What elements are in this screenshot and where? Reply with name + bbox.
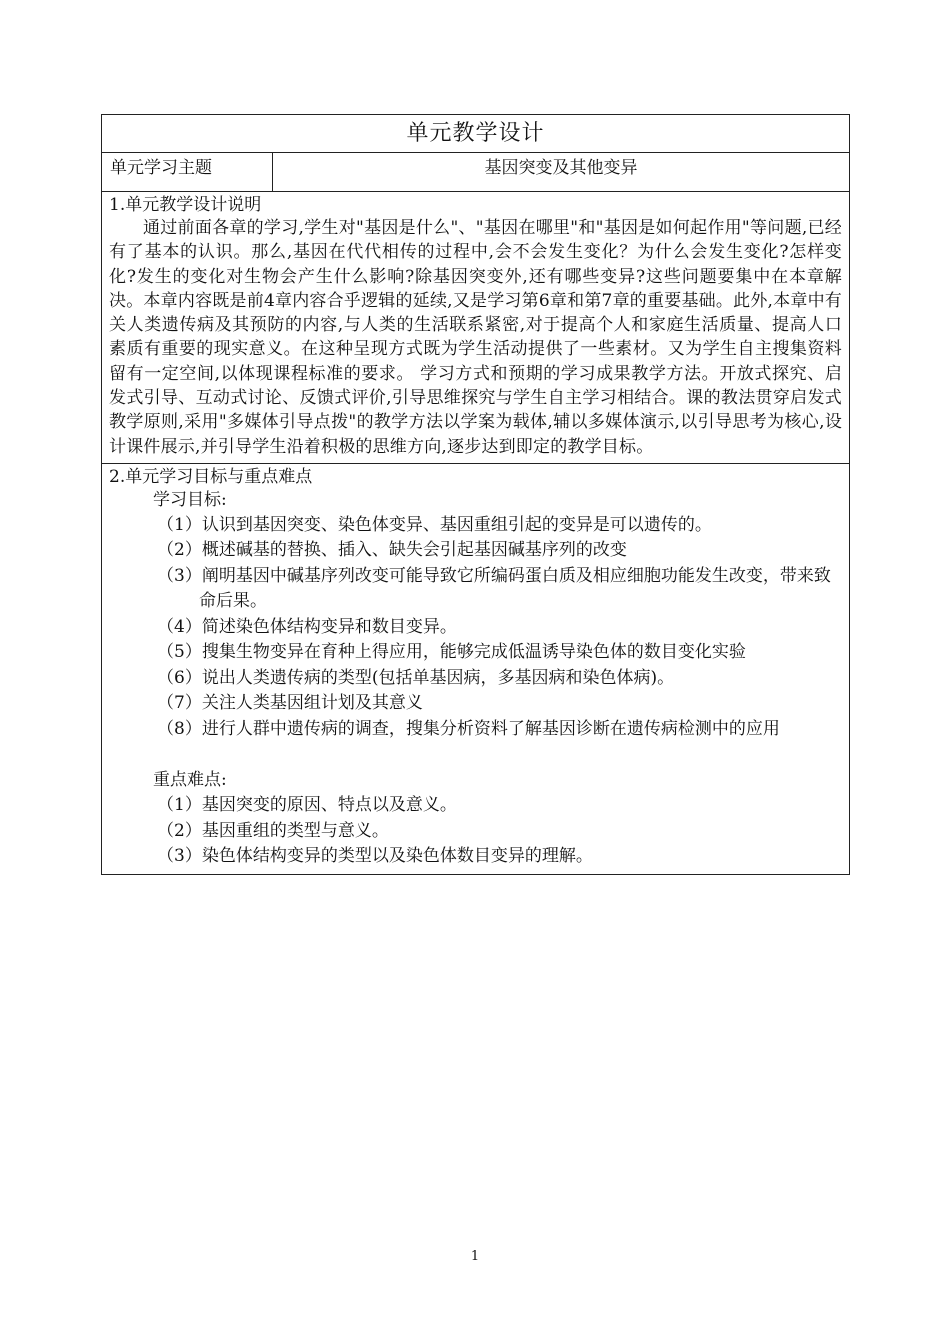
list-item: （4）简述染色体结构变异和数目变异。 (157, 616, 457, 637)
list-item: （5）搜集生物变异在育种上得应用，能够完成低温诱导染色体的数目变化实验 (157, 642, 746, 663)
section2-heading: 2.单元学习目标与重点难点 (109, 466, 313, 487)
topic-value: 基因突变及其他变异 (273, 153, 850, 192)
key-points-heading: 重点难点: (153, 770, 227, 791)
list-item: （2）概述碱基的替换、插入、缺失会引起基因碱基序列的改变 (157, 540, 627, 561)
blank-line (109, 742, 842, 768)
topic-label: 单元学习主题 (102, 153, 273, 192)
list-item: （1）认识到基因突变、染色体变异、基因重组引起的变异是可以遗传的。 (157, 514, 712, 535)
goals-heading: 学习目标: (153, 489, 227, 510)
list-item: （2）基因重组的类型与意义。 (157, 820, 389, 841)
key-points-list (109, 793, 842, 870)
topic-row (102, 153, 850, 192)
list-item: （8）进行人群中遗传病的调查，搜集分析资料了解基因诊断在遗传病检测中的应用 (157, 718, 780, 739)
section1-paragraph: 通过前面各章的学习,学生对"基因是什么"、"基因在哪里"和"基因是如何起作用"等问题,已经有了基本的认识。那么,基因在代代相传的过程中,会不会发生变化？为什么会发生变化?怎样变化?发生的变化对生物会产生什么影响?除基因突变外,还有哪些变异?这些问题要集中在本章解决。本章内容既是前4章内容合乎逻辑的延续,又是学习第6章和第7章的重要基础。此外,本章中有关人类遗传病及其预防的内容,与人类的生活联系紧密,对于提高个人和家庭生活质量、提高人口素质有重要的现实意义。在这种呈现方式既为学生活动提供了一些素材。又为学生自主搜集资料留有一定空间,以体现课程标准的要求。 学习方式和预期的学习成果教学方法。开放式探究、启发式引导、互动式讨论、反馈式评价,引导思维探究与学生自主学习相结合。课的教法贯穿启发式教学原则,采用"多媒体引导点拨"的教学方法以学案为载体,辅以多媒体演示,以引导思考为核心,设计课件展示,并引导学生沿着积极的思维方向,逐步达到即定的教学目标。 (109, 218, 843, 457)
section1-heading: 1.单元教学设计说明 (109, 195, 262, 215)
section2-row (102, 463, 850, 874)
list-item: （3）阐明基因中碱基序列改变可能导致它所编码蛋白质及相应细胞功能发生改变，带来致命后果。 (157, 565, 831, 612)
goals-list (109, 513, 842, 743)
page-number: 1 (470, 1249, 480, 1264)
list-item: （7）关注人类基因组计划及其意义 (157, 693, 423, 714)
table-title: 单元教学设计 (102, 115, 850, 153)
section1-cell (102, 192, 850, 464)
list-item: （6）说出人类遗传病的类型(包括单基因病，多基因病和染色体病)。 (157, 667, 675, 688)
title-row (102, 115, 850, 153)
list-item: （1）基因突变的原因、特点以及意义。 (157, 795, 457, 816)
section2-cell (102, 463, 850, 874)
unit-design-table (101, 114, 850, 875)
section1-row (102, 192, 850, 464)
list-item: （3）染色体结构变异的类型以及染色体数目变异的理解。 (157, 846, 593, 867)
